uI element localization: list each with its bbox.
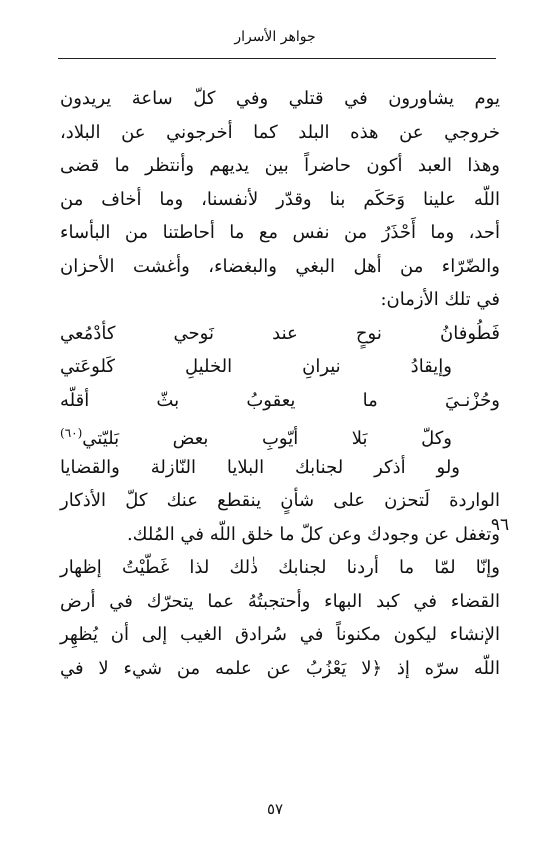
poem-verse: وإيقادُ نيرانِ الخليلِ كَلوعَتي (60, 356, 452, 377)
text-line: القضاء في كبد البهاء وأحتجبتُهُ عما يتحرّك في أرض (60, 590, 500, 612)
page-number: ٥٧ (266, 800, 284, 818)
header-rule (58, 58, 496, 59)
margin-section-number: ٩٦ (490, 515, 510, 535)
body-text (60, 82, 500, 685)
text-line: والضّرّاء من أهل البغي والبغضاء، وأغشت الأحزان (60, 255, 500, 277)
text-line: خروجي عن هذه البلد كما أخرجوني عن البلاد، (60, 121, 500, 143)
text-line: ولو أذكر لجنابك البلايا النّازلة والقضايا (60, 456, 460, 478)
text-line: الواردة لَتحزن على شأنٍ ينقطع عنك كلّ الأذكار (60, 490, 500, 511)
poem-verse: وحُزْنـيَ ما يعقوبُ بثّ أقلّه (60, 389, 500, 411)
text-line: الإنشاء ليكون مكنوناً في سُرادق الغيب إلى أن يُظهِر (60, 624, 500, 645)
poem-verse-last (60, 417, 500, 451)
running-head-title: جواهر الأسرار (234, 29, 316, 45)
poem-verse: فَطُوفانُ نوحٍ عند نَوحي كأدْمُعي (60, 322, 500, 344)
footnote-reference: (٦٠) (60, 426, 83, 440)
poem (60, 317, 500, 451)
text-line: اللّه سرّه إذ ﴿لا يَعْزُبُ عن علمه من شيء لا في (60, 657, 500, 679)
text-line: يوم يشاورون في قتلي وفي كلّ ساعة يريدون (60, 88, 500, 109)
text-line: وتغفل عن وجودك وعن كلّ ما خلق اللّه في المُلك. (126, 523, 500, 545)
text-line: اللّه علينا وَحَكَم بنا وقدّر لأنفسنا، وما أخاف من (60, 188, 500, 210)
poem-verse-text: وكلّ بَلا أيّوبِ بعض بَليّتي (82, 428, 452, 449)
text-line: في تلك الأزمان: (380, 289, 500, 310)
text-line: وإنّا لمّا ما أردنا لجنابك ذٰلك لذا غَطّيْتُ إظهار (60, 557, 500, 578)
text-line: أحد، وما أَحْذَرُ من نفس مع ما أحاطتنا من البأساء (60, 222, 500, 243)
text-line: وهذا العبد أكون حاضراً بين يديهم وأنتظر ما قضى (60, 155, 500, 176)
